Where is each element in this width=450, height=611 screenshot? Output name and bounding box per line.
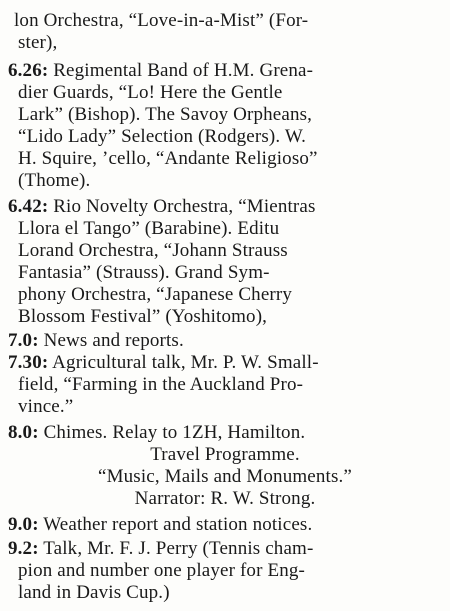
programme-entry — [8, 60, 313, 82]
text-line — [18, 262, 270, 284]
line-text: Rio Novelty Orchestra, “Mientras — [48, 196, 316, 217]
line-text: Lorand Orchestra, “Johann Strauss — [18, 240, 288, 261]
line-text: Talk, Mr. F. J. Perry (Tennis cham- — [38, 538, 314, 559]
line-text: land in Davis Cup.) — [18, 582, 170, 603]
line-text: Fantasia” (Strauss). Grand Sym- — [18, 262, 270, 283]
programme-entry — [8, 538, 313, 560]
programme-entry — [8, 422, 305, 444]
line-text: “Lido Lady” Selection (Rodgers). W. — [18, 126, 307, 147]
time-label: 7.30: — [8, 352, 49, 373]
narrator-line — [0, 488, 450, 510]
line-text: Chimes. Relay to 1ZH, Hamilton. — [38, 422, 306, 443]
time-label: 6.26: — [8, 60, 49, 81]
line-text: Regimental Band of H.M. Grena- — [48, 60, 314, 81]
programme-heading — [0, 466, 450, 488]
line-text: Weather report and station notices. — [38, 514, 313, 535]
time-label: 9.0: — [8, 514, 39, 535]
text-line — [18, 374, 303, 396]
line-text: pion and number one player for Eng- — [18, 560, 305, 581]
text-line — [18, 218, 279, 240]
text-line — [18, 170, 90, 192]
programme-entry — [8, 196, 316, 218]
time-label: 9.2: — [8, 538, 39, 559]
time-label: 7.0: — [8, 330, 39, 351]
time-label: 6.42: — [8, 196, 49, 217]
line-text: ster), — [18, 32, 58, 53]
text-line — [18, 240, 288, 262]
text-line — [18, 126, 306, 148]
line-text: H. Squire, ’cello, “Andante Religioso” — [18, 148, 318, 169]
line-text: Narrator: R. W. Strong. — [134, 488, 316, 509]
line-text: vince.” — [18, 396, 74, 417]
line-text: Lark” (Bishop). The Savoy Orpheans, — [18, 104, 313, 125]
text-line — [18, 284, 292, 306]
programme-entry — [8, 352, 319, 374]
programme-heading — [0, 444, 450, 466]
line-text: lon Orchestra, “Love-in-a-Mist” (For- — [14, 10, 309, 31]
line-text: field, “Farming in the Auckland Pro- — [18, 374, 304, 395]
text-line — [18, 560, 305, 582]
programme-entry — [8, 514, 312, 536]
line-text: News and reports. — [38, 330, 184, 351]
text-line — [18, 306, 267, 328]
text-line — [14, 10, 308, 32]
text-line — [18, 582, 170, 604]
line-text: Llora el Tango” (Barabine). Editu — [18, 218, 280, 239]
line-text: Travel Programme. — [150, 444, 300, 465]
time-label: 8.0: — [8, 422, 39, 443]
text-line — [18, 104, 312, 126]
text-line — [18, 32, 57, 54]
line-text: phony Orchestra, “Japanese Cherry — [18, 284, 293, 305]
line-text: (Thome). — [18, 170, 91, 191]
text-line — [18, 82, 283, 104]
line-text: dier Guards, “Lo! Here the Gentle — [18, 82, 283, 103]
line-text: Agricultural talk, Mr. P. W. Small- — [48, 352, 319, 373]
text-line — [18, 148, 318, 170]
text-line — [18, 396, 73, 418]
programme-entry — [8, 330, 184, 352]
line-text: Blossom Festival” (Yoshitomo), — [18, 306, 268, 327]
line-text: “Music, Mails and Monuments.” — [98, 466, 352, 487]
